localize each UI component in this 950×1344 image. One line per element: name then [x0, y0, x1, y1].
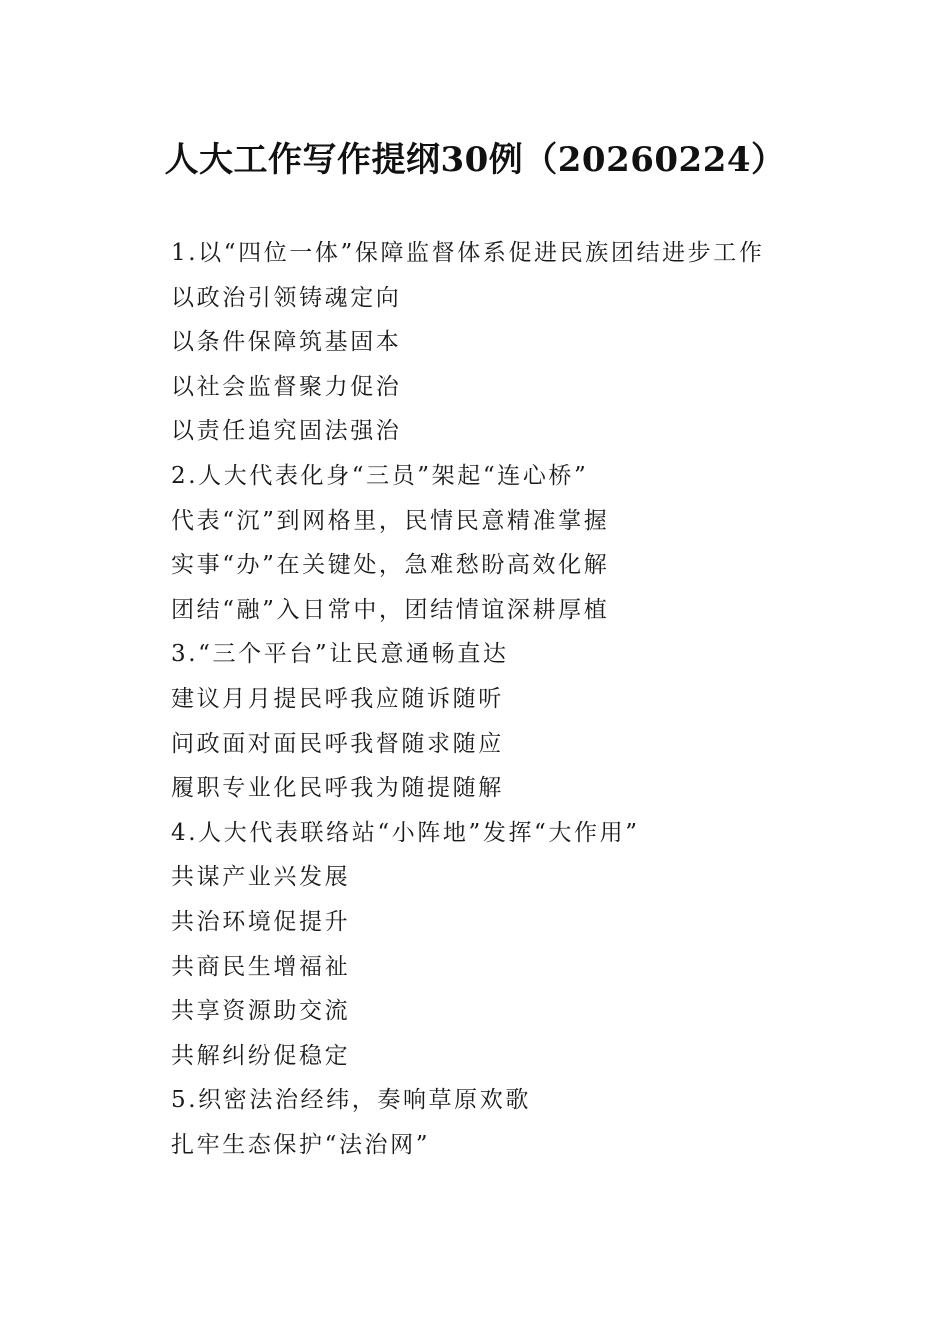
section-heading: 2.人大代表化身“三员”架起“连心桥” [171, 462, 589, 489]
document-title: 人大工作写作提纲30例（20260224） [164, 140, 786, 180]
section-heading: 3.“三个平台”让民意通畅直达 [171, 641, 509, 668]
outline-list [171, 231, 871, 1167]
outline-item: 以条件保障筑基固本 [171, 329, 402, 356]
outline-item: 以政治引领铸魂定向 [171, 284, 402, 311]
outline-item: 共解纠纷促稳定 [171, 1042, 351, 1069]
section-heading: 5.织密法治经纬，奏响草原欢歌 [171, 1087, 531, 1114]
outline-item: 共享资源助交流 [171, 998, 351, 1025]
outline-item: 以社会监督聚力促治 [171, 373, 402, 400]
outline-item: 团结“融”入日常中，团结情谊深耕厚植 [171, 596, 610, 623]
outline-item: 实事“办”在关键处，急难愁盼高效化解 [171, 552, 610, 579]
outline-item: 以责任追究固法强治 [171, 418, 402, 445]
outline-item: 履职专业化民呼我为随提随解 [171, 775, 504, 802]
outline-item: 共商民生增福祉 [171, 953, 351, 980]
outline-item: 共治环境促提升 [171, 908, 351, 935]
section-heading: 4.人大代表联络站“小阵地”发挥“大作用” [171, 819, 640, 846]
outline-item: 建议月月提民呼我应随诉随听 [171, 685, 504, 712]
outline-item: 扎牢生态保护“法治网” [171, 1131, 431, 1158]
outline-item: 代表“沉”到网格里，民情民意精准掌握 [171, 507, 610, 534]
outline-item: 共谋产业兴发展 [171, 864, 351, 891]
section-heading: 1.以“四位一体”保障监督体系促进民族团结进步工作 [171, 240, 765, 266]
outline-item: 问政面对面民呼我督随求随应 [171, 730, 504, 757]
